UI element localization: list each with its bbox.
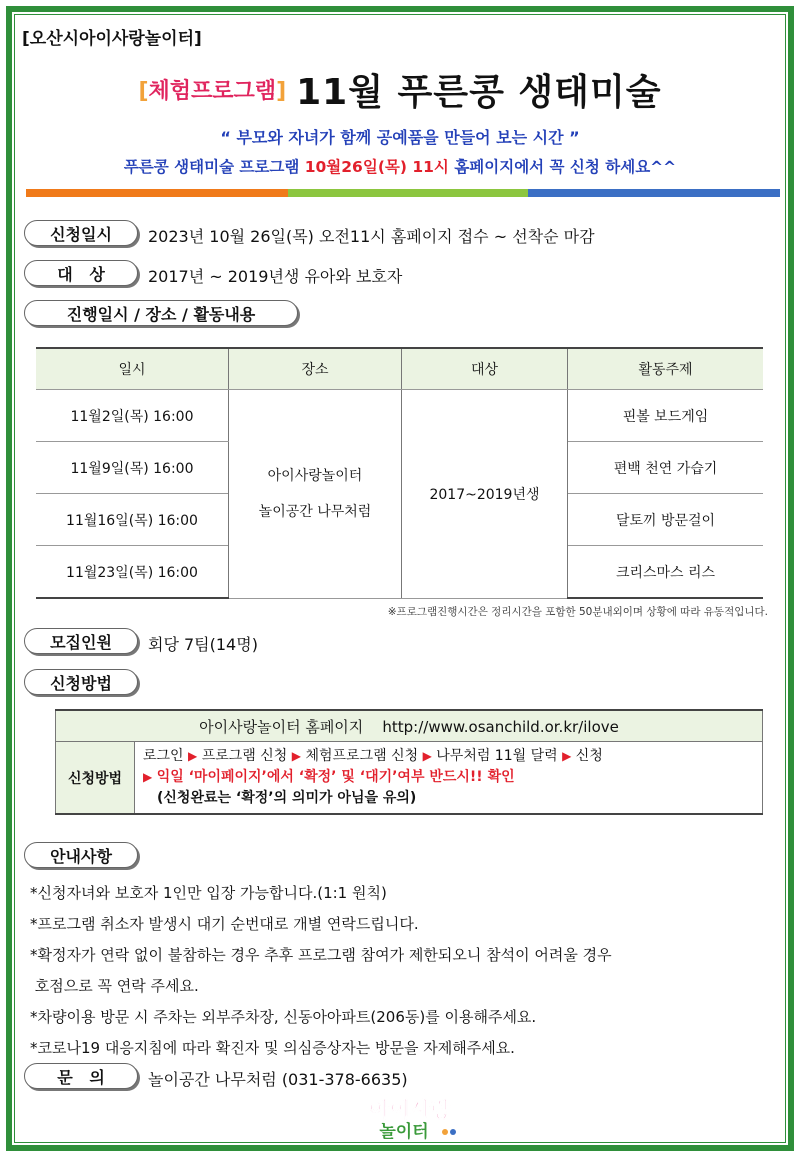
arrow-right-icon: ▶ xyxy=(422,749,432,763)
schedule-section-label: 진행일시 / 장소 / 활동내용 xyxy=(24,300,298,326)
logo-line1: 아이사랑 xyxy=(369,1098,451,1122)
color-bar-green xyxy=(288,189,528,197)
list-item: *확정자가 연락 없이 불참하는 경우 추후 프로그램 참여가 제한되오니 참석이 어려울 경우 xyxy=(30,946,612,964)
date-cell: 11월16일(목) 16:00 xyxy=(36,494,229,546)
logo-dot-icon xyxy=(450,1129,456,1135)
target-text: 2017년 ~ 2019년생 유아와 보호자 xyxy=(148,267,403,286)
caution-line: (신청완료는 ‘확정’의 의미가 아님을 유의) xyxy=(157,790,417,806)
application-period-label: 신청일시 xyxy=(24,220,138,246)
color-bar-orange xyxy=(26,189,288,197)
list-item: *코로나19 대응지침에 따라 확진자 및 의심증상자는 방문을 자제해주세요. xyxy=(30,1039,515,1057)
schedule-table xyxy=(36,347,763,599)
logo-dot-icon xyxy=(442,1129,448,1135)
topic-cell: 달토끼 방문걸이 xyxy=(568,494,764,546)
logo-line2: 놀이터 xyxy=(379,1122,429,1142)
list-item: *프로그램 취소자 발생시 대기 순번대로 개별 연락드립니다. xyxy=(30,915,419,933)
logo xyxy=(340,1097,480,1142)
audience-cell: 2017~2019년생 xyxy=(402,390,568,599)
page-title xyxy=(0,64,800,115)
recruitment-label: 모집인원 xyxy=(24,628,138,654)
homepage-url-link[interactable]: http://www.osanchild.or.kr/ilove xyxy=(382,717,619,736)
header-topic: 활동주제 xyxy=(568,348,764,390)
target-label: 대 상 xyxy=(24,260,138,286)
logo-graphic xyxy=(340,1097,480,1142)
date-cell: 11월2일(목) 16:00 xyxy=(36,390,229,442)
date-cell: 11월23일(목) 16:00 xyxy=(36,546,229,599)
arrow-right-icon: ▶ xyxy=(143,770,153,784)
header-audience: 대상 xyxy=(402,348,568,390)
steps-line: 로그인 ▶ 프로그램 신청 ▶ 체험프로그램 신청 ▶ 나무처럼 11월 달력 ▶ 신청 xyxy=(143,748,603,764)
notes-list xyxy=(30,878,612,1064)
contact-text: 놀이공간 나무처럼 (031-378-6635) xyxy=(148,1070,408,1089)
method-steps xyxy=(135,742,763,815)
arrow-right-icon: ▶ xyxy=(562,749,572,763)
topic-cell: 편백 천연 가습기 xyxy=(568,442,764,494)
list-item: *신청자녀와 보호자 1인만 입장 가능합니다.(1:1 원칙) xyxy=(30,884,387,902)
application-period-text: 2023년 10월 26일(목) 오전11시 홈페이지 접수 ~ 선착순 마감 xyxy=(148,227,595,246)
subtitle: “ 부모와 자녀가 함께 공예품을 만들어 보는 시간 ” xyxy=(220,128,580,147)
date-cell: 11월9일(목) 16:00 xyxy=(36,442,229,494)
title-tag: [체험프로그램] xyxy=(138,79,287,104)
schedule-note: ※프로그램진행시간은 정리시간을 포함한 50분내외이며 상황에 따라 유동적입니다. xyxy=(387,606,768,618)
color-bar-blue xyxy=(528,189,780,197)
list-item: *차량이용 방문 시 주차는 외부주차장, 신동아아파트(206동)를 이용해주세요. xyxy=(30,1008,537,1026)
contact-label: 문 의 xyxy=(24,1063,138,1089)
notice-line: 푸른콩 생태미술 프로그램 10월26일(목) 11시 홈페이지에서 꼭 신청 하세요^^ xyxy=(123,158,677,176)
notes-section-label: 안내사항 xyxy=(24,842,138,868)
method-row-label: 신청방법 xyxy=(56,742,135,815)
arrow-right-icon: ▶ xyxy=(291,749,302,763)
topic-cell: 크리스마스 리스 xyxy=(568,546,764,599)
topic-cell: 핀볼 보드게임 xyxy=(568,390,764,442)
arrow-right-icon: ▶ xyxy=(188,749,198,763)
title-main: 11월 푸른콩 생태미술 xyxy=(296,72,662,113)
place-cell: 아이사랑놀이터 놀이공간 나무처럼 xyxy=(229,390,402,599)
recruitment-text: 회당 7팀(14명) xyxy=(148,635,258,654)
organization-name: [오산시아이사랑놀이터] xyxy=(22,29,202,49)
header-date: 일시 xyxy=(36,348,229,390)
table-header-row xyxy=(36,348,763,390)
method-table xyxy=(55,709,763,815)
table-row xyxy=(36,390,763,442)
list-item: 호점으로 꼭 연락 주세요. xyxy=(30,977,199,995)
header-place: 장소 xyxy=(229,348,402,390)
method-site-header: 아이사랑놀이터 홈페이지 http://www.osanchild.or.kr/ilove xyxy=(56,710,763,742)
confirm-line: ▶ 익일 ‘마이페이지’에서 ‘확정’ 및 ‘대기’여부 반드시!! 확인 xyxy=(143,769,515,785)
method-section-label: 신청방법 xyxy=(24,669,138,695)
